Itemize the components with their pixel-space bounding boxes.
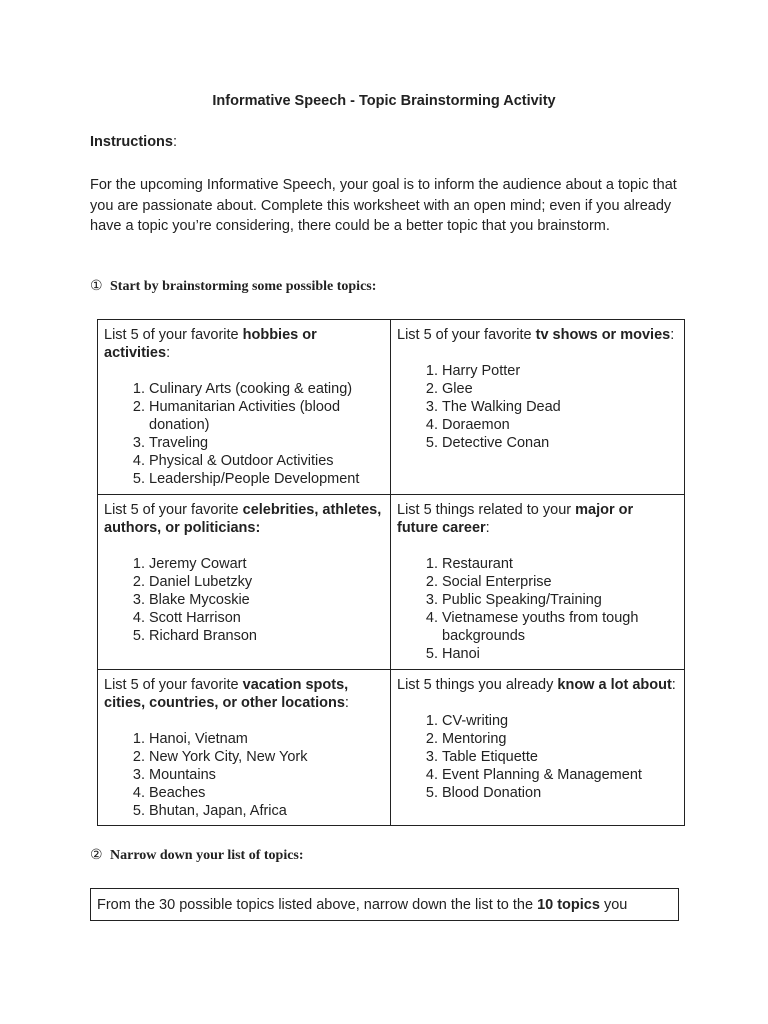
page-title: Informative Speech - Topic Brainstorming Activity [212, 93, 556, 109]
cell-prompt: List 5 of your favorite hobbies or activities: [104, 327, 317, 361]
cell-list [397, 362, 678, 452]
cell-prompt: List 5 things you already know a lot about: [397, 677, 676, 693]
list-item: 4. Physical & Outdoor Activities [149, 452, 384, 470]
step-2-number: ② [90, 848, 103, 863]
list-item: 5. Blood Donation [442, 784, 678, 802]
list-item: 3. Public Speaking/Training [442, 591, 678, 609]
list-item: 5. Bhutan, Japan, Africa [149, 802, 384, 820]
cell-prompt: List 5 of your favorite tv shows or movies: [397, 327, 675, 343]
step-2-text: Narrow down your list of topics: [110, 847, 304, 863]
cell-prompt: List 5 things related to your major or future career: [397, 502, 634, 536]
list-item: 1. Jeremy Cowart [149, 555, 384, 573]
cell-know-a-lot [391, 670, 684, 825]
list-item: 3. Blake Mycoskie [149, 591, 384, 609]
cell-celebrities [98, 495, 391, 670]
cell-list [104, 555, 384, 645]
instructions-heading [90, 134, 177, 150]
step-1-number: ① [90, 279, 103, 294]
list-item: 2. Social Enterprise [442, 573, 678, 591]
list-item: 4. Scott Harrison [149, 609, 384, 627]
cell-locations [98, 670, 391, 825]
list-item: 2. Humanitarian Activities (blood donation) [149, 398, 384, 434]
list-item: 1. Harry Potter [442, 362, 678, 380]
narrow-down-box: From the 30 possible topics listed above, narrow down the list to the 10 topics you [90, 888, 679, 921]
list-item: 3. Table Etiquette [442, 748, 678, 766]
list-item: 3. The Walking Dead [442, 398, 678, 416]
cell-prompt: List 5 of your favorite celebrities, athletes, authors, or politicians: [104, 502, 382, 536]
list-item: 4. Event Planning & Management [442, 766, 678, 784]
list-item: 4. Beaches [149, 784, 384, 802]
instructions-colon: : [172, 134, 178, 150]
list-item: 2. New York City, New York [149, 748, 384, 766]
list-item: 5. Hanoi [442, 645, 678, 663]
list-item: 2. Daniel Lubetzky [149, 573, 384, 591]
list-item: 1. Culinary Arts (cooking & eating) [149, 380, 384, 398]
intro-paragraph: For the upcoming Informative Speech, your goal is to inform the audience about a topic that you are passionate about. Complete this worksheet with an open mind; even if you already have a topic you’re considering, there could be a better topic that you brainstorm. [90, 177, 677, 234]
step-2-heading [90, 847, 304, 864]
list-item: 5. Richard Branson [149, 627, 384, 645]
step-1-text: Start by brainstorming some possible topics: [110, 278, 377, 294]
list-item: 5. Detective Conan [442, 434, 678, 452]
brainstorm-table [97, 319, 685, 826]
list-item: 2. Mentoring [442, 730, 678, 748]
step-1-heading [90, 278, 376, 295]
list-item: 2. Glee [442, 380, 678, 398]
cell-prompt: List 5 of your favorite vacation spots, cities, countries, or other locations: [104, 677, 349, 711]
list-item: 3. Mountains [149, 766, 384, 784]
list-item: 4. Doraemon [442, 416, 678, 434]
list-item: 1. CV-writing [442, 712, 678, 730]
list-item: 3. Traveling [149, 434, 384, 452]
cell-career [391, 495, 684, 670]
list-item: 1. Hanoi, Vietnam [149, 730, 384, 748]
cell-list [397, 555, 678, 663]
cell-list [397, 712, 678, 802]
list-item: 4. Vietnamese youths from tough backgrounds [442, 609, 678, 645]
list-item: 5. Leadership/People Development [149, 470, 384, 488]
instructions-label: Instructions [90, 134, 173, 150]
cell-hobbies [98, 320, 391, 495]
cell-list [104, 380, 384, 488]
list-item: 1. Restaurant [442, 555, 678, 573]
cell-list [104, 730, 384, 820]
cell-tv-shows [391, 320, 684, 495]
